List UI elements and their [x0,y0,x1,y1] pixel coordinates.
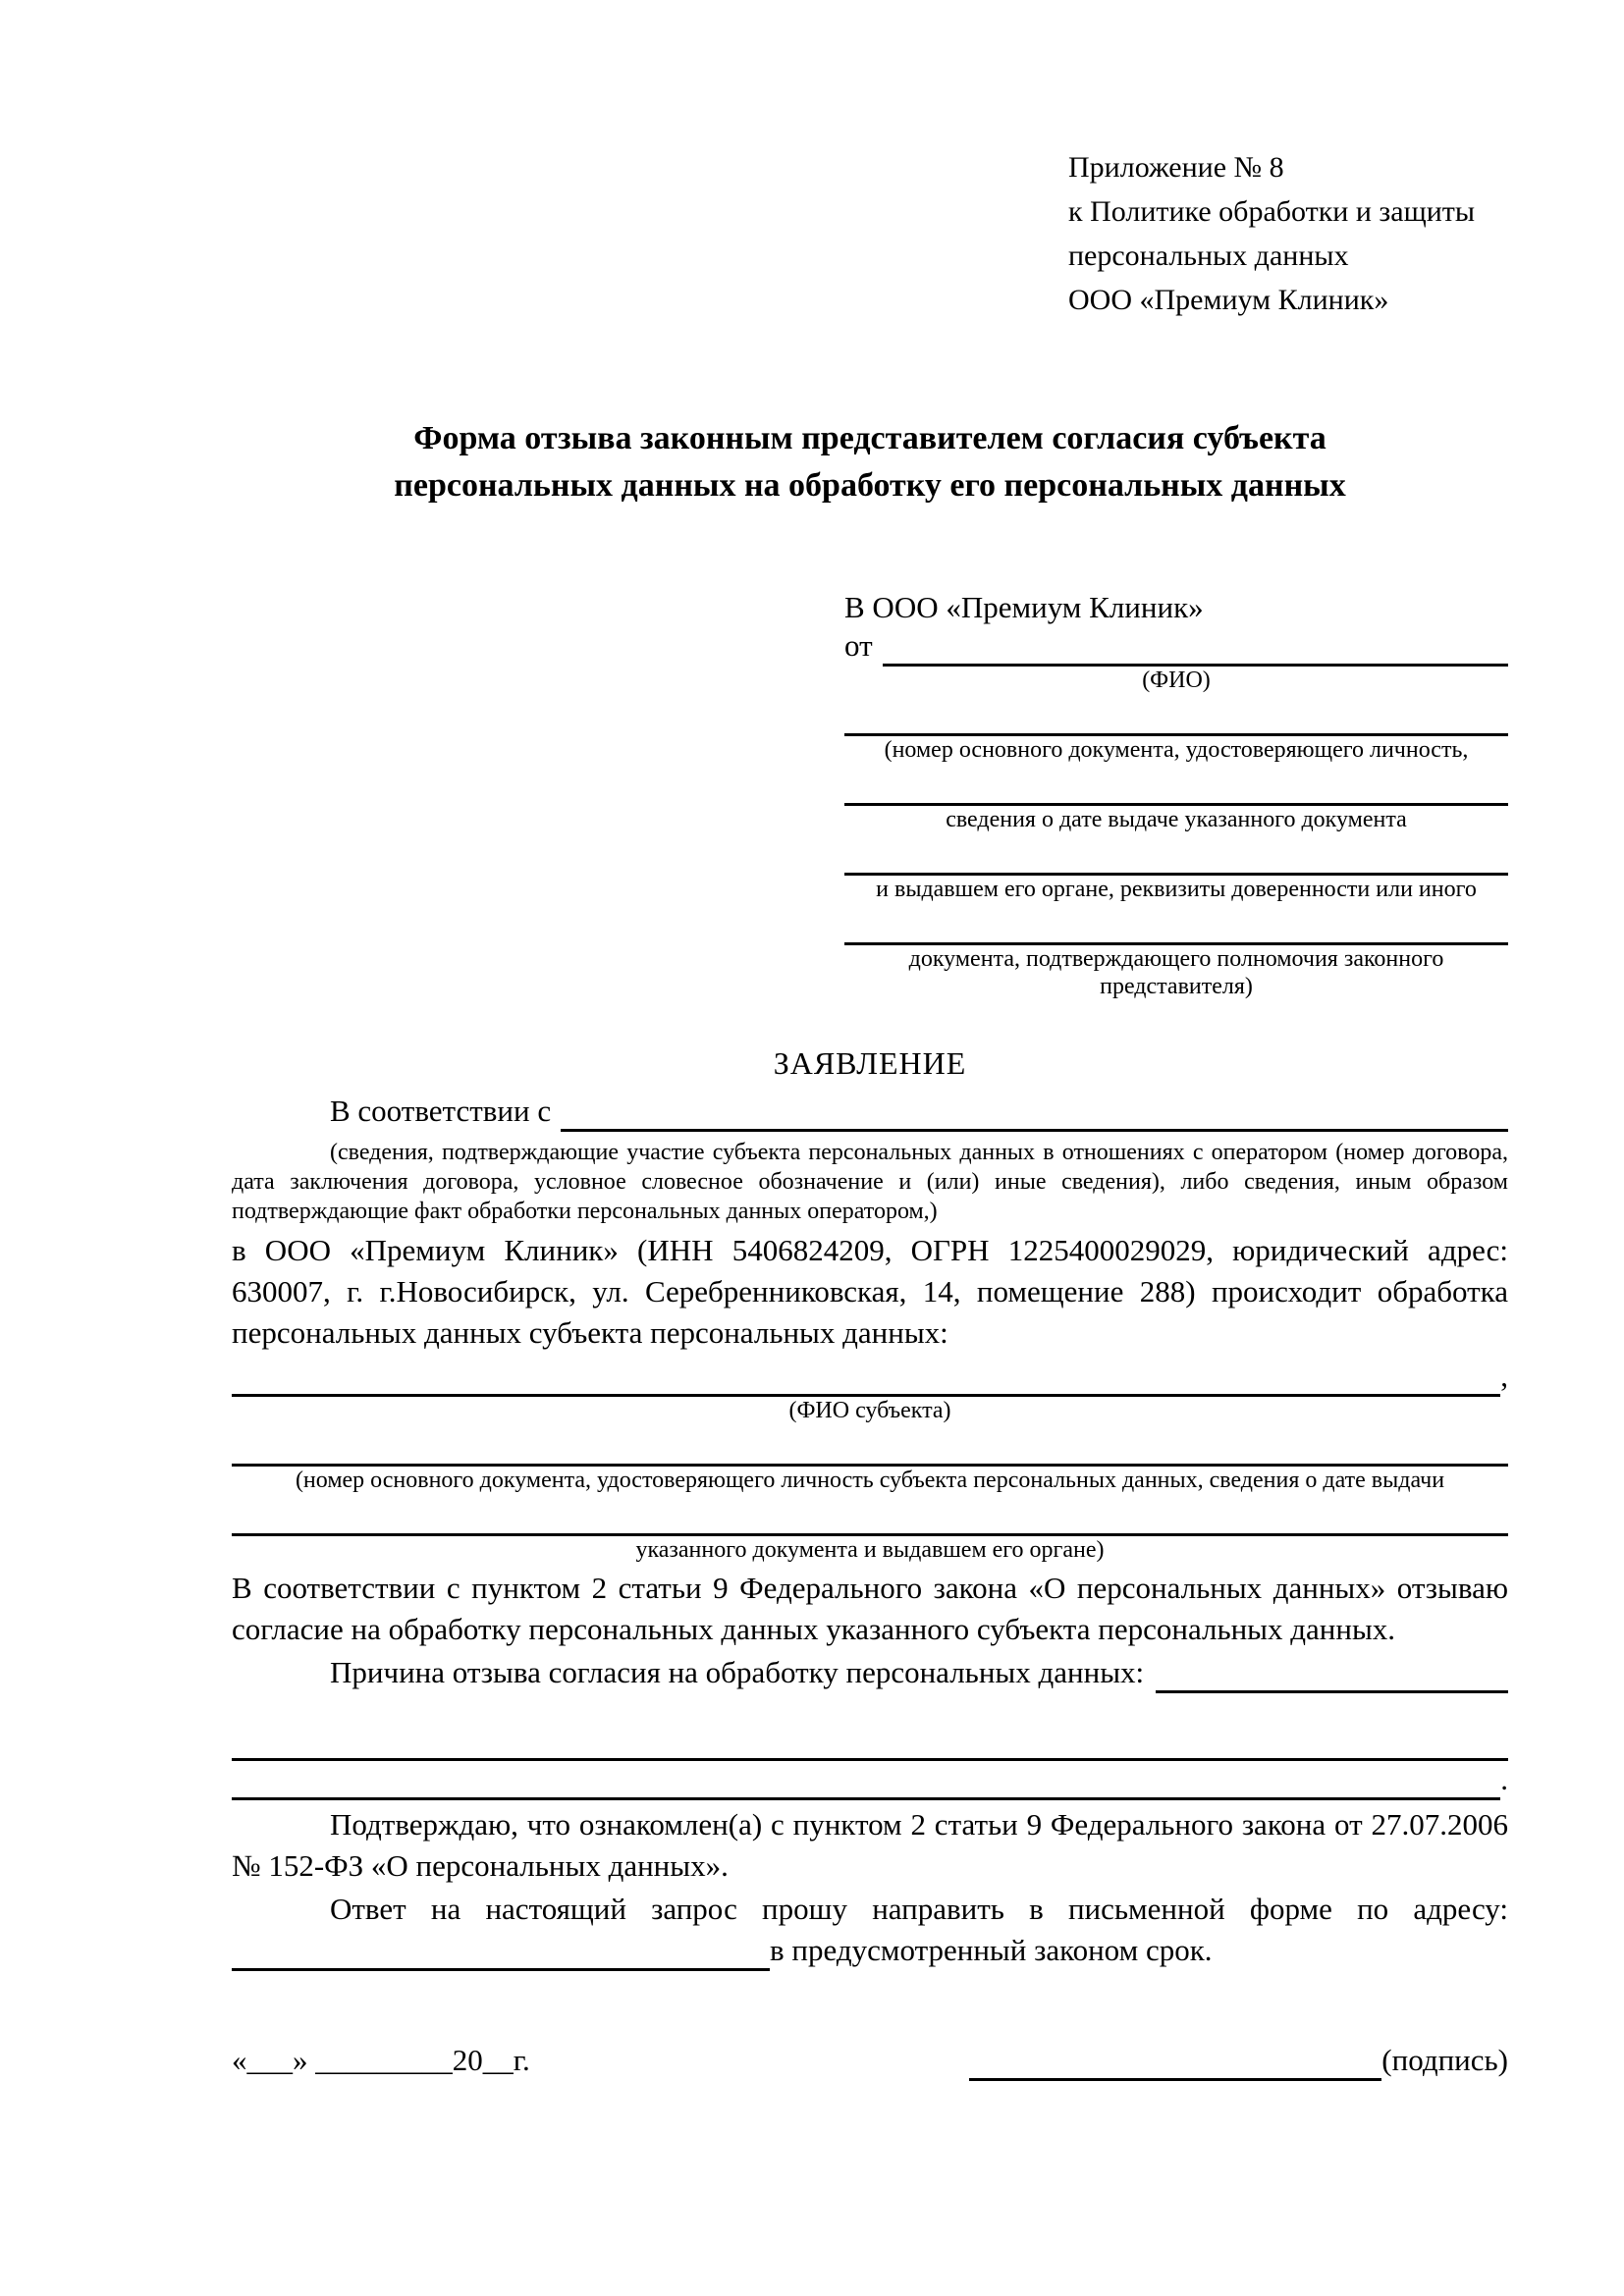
subject-fio-row [232,1354,1508,1397]
recipient-org: В ООО «Премиум Клиник» [844,590,1204,624]
signature-block [969,2040,1508,2081]
intro-caption: (сведения, подтверждающие участие субъекта персональных данных в отношениях с оператором (номер договора, дата заключения договора, условное словесное обозначение и (или) иные сведения), либо сведения, иным образом подтверждающие факт обработки персональных данных оператором,) [232,1140,1508,1224]
subject-doc-caption: (номер основного документа, удостоверяющего личность субъекта персональных данных, сведения о дате выдачи [295,1468,1445,1493]
intro-label: В соответствии с [330,1094,552,1128]
reason-continuation-line [232,1719,1508,1761]
doc-fill-line [844,694,1508,736]
from-label: от [844,628,873,663]
reason-continuation-line [232,1797,1500,1800]
signature-line [969,2078,1381,2081]
subject-doc-fill-line [232,1494,1508,1536]
address-fill-line [232,1968,770,1971]
reason-line-period: . [1500,1762,1508,1796]
doc-caption: документа, подтверждающего полномочия законного представителя) [908,946,1444,999]
reason-fill-line [1156,1690,1508,1693]
reason-label: Причина отзыва согласия на обработку персональных данных: [330,1655,1145,1689]
subject-line-comma: , [1500,1359,1508,1393]
doc-fill-line [844,764,1508,806]
subject-fio-caption: (ФИО субъекта) [788,1398,951,1423]
subject-doc-fill-line [232,1424,1508,1467]
appendix-header [1068,145,1508,322]
withdrawal-paragraph: В соответствии с пунктом 2 статьи 9 Федерального закона «О персональных данных» отзываю согласие на обработку персональных данных указанного субъекта персональных данных. [232,1571,1508,1646]
intro-fill-line [561,1129,1508,1132]
subject-doc-caption: указанного документа и выдавшем его органе) [635,1537,1105,1563]
doc-fill-line [844,833,1508,876]
date-field: «___» _________20__г. [232,2043,530,2077]
acknowledge-paragraph: Подтверждаю, что ознакомлен(а) с пунктом 2 статьи 9 Федерального закона от 27.07.2006 № 152-ФЗ «О персональных данных». [232,1807,1508,1883]
doc-caption: (номер основного документа, удостоверяющего личность, [884,737,1469,763]
doc-fill-line [844,903,1508,945]
operator-paragraph: в ООО «Премиум Клиник» (ИНН 5406824209, ОГРН 1225400029029, юридический адрес: 630007, г. г.Новосибирск, ул. Серебренниковская, 14, помещение 288) происходит обработка персональных данных субъекта персональных данных: [232,1233,1508,1350]
fio-caption: (ФИО) [1142,667,1211,693]
form-title: Форма отзыва законным представителем согласия субъекта персональных данных на обработку его персональных данных [394,420,1346,504]
from-row [844,627,1508,667]
statement-heading: ЗАЯВЛЕНИЕ [773,1045,967,1081]
doc-caption: и выдавшем его органе, реквизиты доверенности или иного [876,877,1477,902]
intro-row [232,1095,1508,1132]
reason-row [232,1652,1508,1693]
footer-row [232,2040,1508,2081]
appendix-line: к Политике обработки и защиты [1068,195,1476,228]
addressee-block [844,588,1508,1000]
appendix-line: персональных данных [1068,240,1349,272]
reason-continuation-row [232,1761,1508,1800]
response-address-row [232,1930,1508,1971]
signature-caption: (подпись) [1381,2043,1508,2077]
appendix-line: Приложение № 8 [1068,151,1284,184]
response-address-intro: Ответ на настоящий запрос прошу направить в письменной форме по адресу: [330,1892,1508,1926]
response-deadline-text: в предусмотренный законом срок. [770,1933,1213,1967]
doc-caption: сведения о дате выдаче указанного документа [946,807,1407,832]
appendix-line: ООО «Премиум Клиник» [1068,284,1389,316]
